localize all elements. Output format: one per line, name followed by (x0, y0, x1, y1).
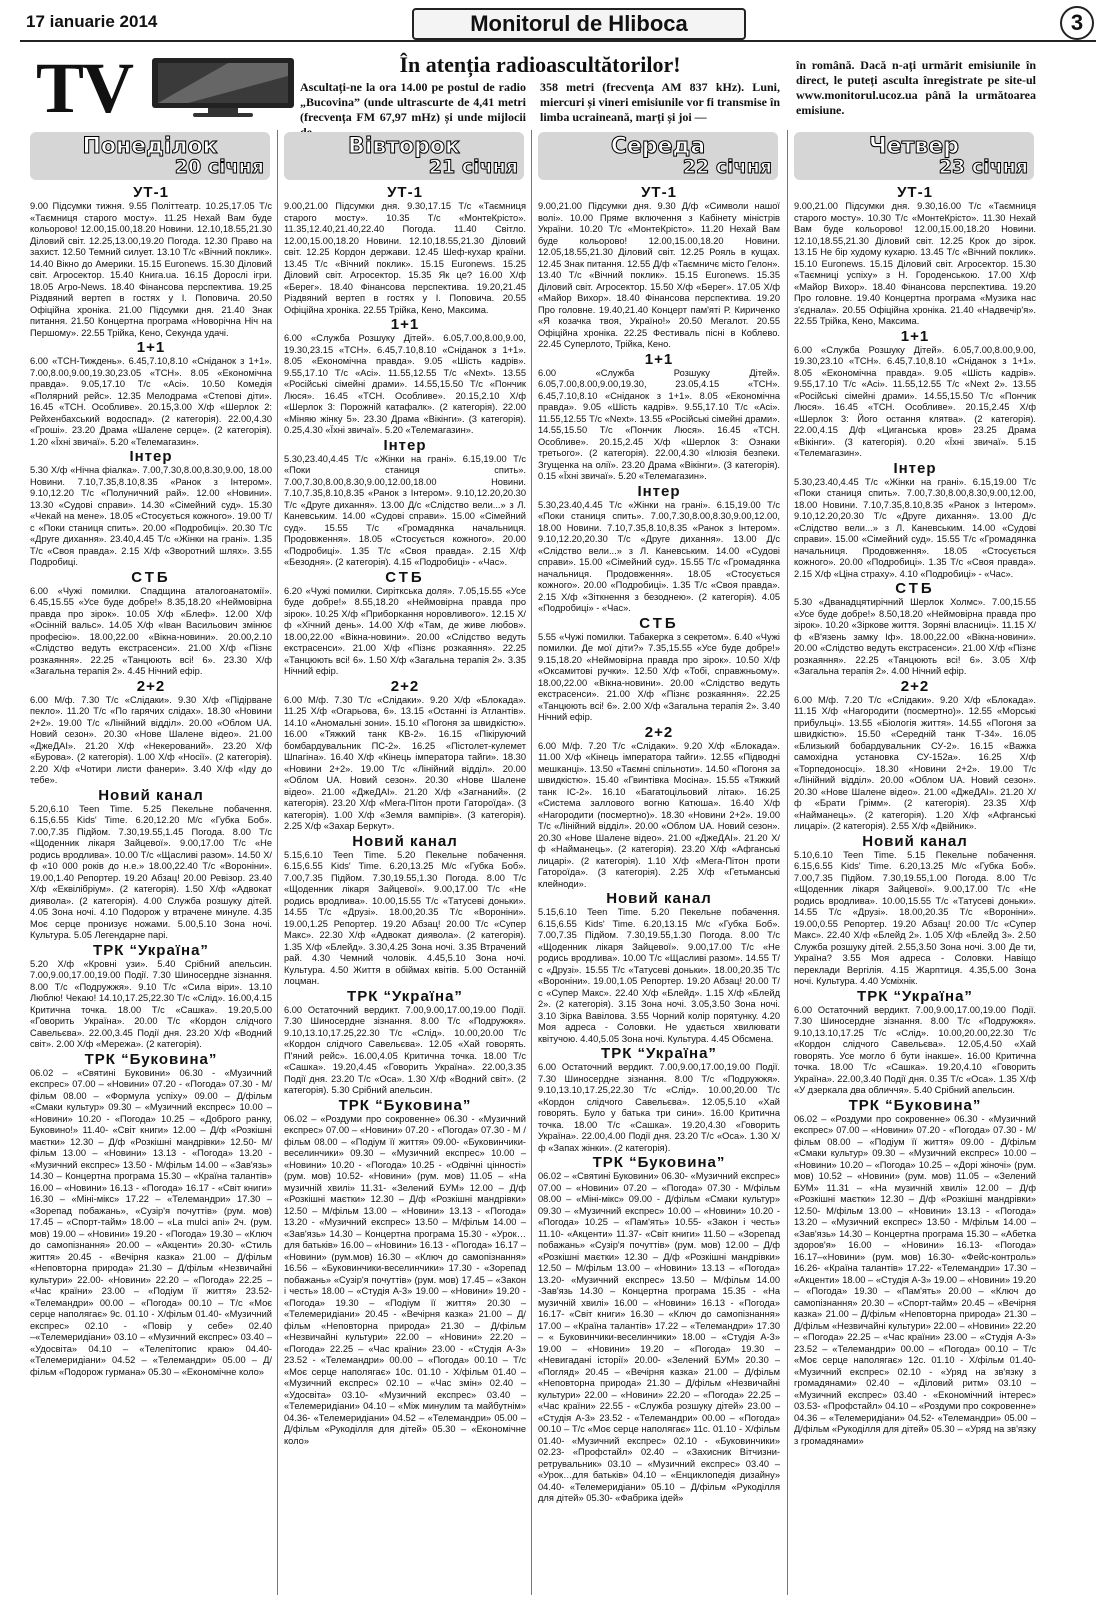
program-list: 6.00 Остаточний вердикт. 7.00,9.00,17.00,19.00 Події. 7.30 Шиносердне зізнання. 8.00 Т/с «Подружжя». 9.10,13.10,17.25,22.30 Т/с «Слід». 10.00,20.00 Т/с «Кордон слідчого Савельєва». 12.05,5.10 «Хай говорять. Було у батька три сини». 16.00 Критична точка. 18.00 Т/с «Сашка». 19.20,4.30 «Говорить Україна». 22.00,4.00 Події дня. 23.20 Т/с «Оса». 1.30 Х/ф «Запах жінки». (2 категорія). (538, 1062, 780, 1153)
program-list: 9.00,21.00 Підсумки дня. 9.30,16.00 Т/с «Таємниця старого мосту». 10.30 Т/с «МонтеКрісто». 11.30 Нехай Вам буде кольорово! 12.00,15.00,18.20 Новини. 12.10,18.55,21.30 Діловий світ. 12.25 Крок до зірок. 13.15 Не бір худому кухарю. 13.45 Т/с «Вічний поклик». 15.10 Euronews. 15.15 Діловий світ. Агросектор. 15.30 «Таємниці успіху» з Н. Городенською. 17.00 Х/ф «Майор Вихор». 18.40 Фінансова перспектива. 19.20 Про головне. 19.40 Концертна програма «Музика нас з'єднала». 20.55 Офіційна хроніка. 21.40 «Надвечір'я». 22.55 Трійка, Кено, Максима. (794, 201, 1036, 326)
channel-heading: СТБ (895, 580, 935, 597)
day-name: Четвер (868, 134, 960, 159)
program-list: 5.30,23.40,4.45 Т/с «Жінки на грані». 6.15,19.00 Т/с «Поки станиця спить». 7.00,7.30,8.00,8.30,9.00,12.00, 18.00 Новини. 7.10,7.35,8.10,8.35 «Ранок з Інтером». 9.10,12.20,20.30 Т/с «Друге дихання». 13.00 Д/с «Слідство вели...» з Л. Каневським. 14.00 «Судові справи». 15.00 «Сімейний суд». 15.55 Т/с «Громадянка начальниця. Продовження». 18.05 «Стосується кожного». 20.00 «Подробиці». 1.35 Т/с «Своя правда». 2.15 Х/ф «Ціна страху». 4.10 «Подробиці» - «Час». (794, 476, 1036, 579)
program-list: 5.15,6.10 Teen Time. 5.20 Пекельне побачення. 6.15,6.55 Kids' Time. 6.20,13.25 М/с «Губка Боб». 7.00,7.35 Підйом. 7.30,19.55,1.30 Погода. 8.00 Т/с «Щоденник лікаря Зайцевої». 9.00,17.00 Т/с «Не родись вродлива». 10.00,15.55 Т/с «Татусеві доньки». 14.55 Т/с «Друзі». 18.00,20.35 Т/с «Вороніни». 19.00,1.25 Репортер. 19.20 Абзац! 20.00 Т/с «Супер Макс». 22.30 Х/ф «Адвокат диявола». (2 категорія). 1.35 Х/ф «Блейд». 3.30,4.25 Зона ночі. 3.35 Втрачений рай. 4.30 Чемний чоловік. 4.45,5.10 Зона ночі. Культура. 4.50 Життя в обіймах квітів. 5.00 Останній лоцман. (284, 849, 526, 986)
channel-heading: Новий канал (98, 786, 204, 804)
schedule-column-thursday (794, 184, 1036, 1594)
program-list: 06.02 – «Роздуми про сокровенне» 06.30 - «Музичний експрес» 07.00 – «Новини» 07.20 - «Погода» 07.30 - М /фільм 08.00 – «Подіум її життя» 09.00- «Буковинчики-веселинчики» 09.30 – «Музичний експрес» 10.00 – «Новини» 10.20 - «Погода» 10.25 - «Одвічні цінності» (рум. мов) 10.52- «Новини» (рум. мов) 11.05 – «На музичній хвилі» 11.31- «Зелений БУМ» 12.00 – Д/ф «Розкішні маєтки» 12.30 – Д/ф «Розкішні мандрівки» 12.50 – М/фільм 13.00 – «Новини» 13.13 - «Погода» 13.20 - «Музичний експрес» 13.50 – М/фільм 14.00 – «Зав'язь» 14.30 – Концертна програма 15.30 - «Урок… для батьків» 16.00 – «Новини» 16.13 - «Погода» 16.17 – «Новини» (рум.мов) 16.30 – «Ключ до самопізнання» 16.56 – «Буковинчики-веселинчики» 17.30 - «Зорепад побажань» «Сузір'я почуттів» (рум. мов) 17.45 – «Закон і честь» 18.00 – «Студія А-3» 19.00 – «Новини» 19.20 - «Погода» 19.30 – «Подіум її життя» 20.30 – «Телемеридіани» 20.45 - «Вечірня казка» 21.00 – Д/фільм «Неповторна природа» 21.30 – Д/фільм «Незвичайні культури» 22.00 – «Новини» 22.20 – «Погода» 22.25 – «Час країни» 23.00 - «Студія А-3» 23.52 - «Телемандри» 00.00 – «Погода» 00.10 – Т/с «Моє серце наполягає» 10с. 01.10 - Х/фільм 01.40 – «Музичний експрес» 02.10 – «Час змін» 02.40 – «Удосвіта» 03.10- «Музичний експрес» 03.40 – «Телемеридіани» 04.10 – «Між минулим та майбутнім» 04.36- «Телемеридіани» 04.52 – «Телемандри» 05.00 – Д/фільм «Рукоділля для дітей» 05.30 – «Економічне коло» (284, 1113, 526, 1446)
channel-heading: 2+2 (644, 723, 674, 741)
day-date: 23 січня (938, 156, 1028, 178)
program-list: 5.30 Х/ф «Нічна фіалка». 7.00,7.30,8.00,8.30,9.00, 18.00 Новини. 7.10,7.35,8.10,8.35 «Ранок з Інтером». 9.10,12.20 Т/с «Полуничний рай». 12.00 «Новини». 13.30 «Судові справи». 14.30 «Сімейний суд». 15.30 «Чекай на мене». 18.05 «Стосується кожного». 19.00 Т/с «Поки станиця спить». 20.00 «Подробиці». 20.30 Т/с «Друге дихання». 23.40,4.45 Т/с «Жінки на грані». 1.35 Т/с «Своя правда». 2.15 Х/ф «Зворотний шлях». 3.55 Подробиці. (30, 465, 272, 567)
program-list: 9.00,21.00 Підсумки дня. 9.30 Д/ф «Символи нашої волі». 10.00 Пряме включення з Кабінету міністрів України. 10.20 Т/с «МонтеКрісто». 11.20 Нехай Вам буде кольорово! 12.00,15.00,18.20 Новини. 12.05,18.55,21.30 Діловий світ. 12.25 Рояль в кущах. 12.45 Знак питання. 12.55 Д/ф «Таємничє місто Гелон». 13.40 Т/с «Вічний поклик». 15.15 Euronews. 15.35 Діловий світ. Агросектор. 15.50 Х/ф «Берег». 17.05 Х/ф «Майор Вихор». 18.40 Фінансова перспектива. 19.20 Про головне. 19.40,21.40 Концерт пам'яті Р. Кириченко «Я козачка твоя, Україно!» 20.50 Мегалот. 20.55 Офіційна хроніка. 22.25 Фестиваль пісні в Коблево. 22.45 Суперлото, Трійка, Кено. (538, 201, 780, 349)
day-name: Вівторок (348, 134, 460, 159)
channel-heading: СТБ (131, 568, 171, 586)
schedule-column-wednesday (538, 184, 780, 1594)
program-list: 5.15,6.10 Teen Time. 5.20 Пекельне побачення. 6.15,6.55 Kids' Time. 6.20,13.15 М/с «Губка Боб». 7.00,7.35 Підйом. 7.30,19.55,1.30 Погода. 8.00 Т/с «Щоденник лікаря Зайцевої». 9.00,17.00 Т/с «Не родись вродлива». 10.00 Т/с «Щасливі разом». 14.55 Т/с «Друзі». 15.55 Т/с «Татусеві доньки». 18.00,20.35 Т/с «Вороніни». 19.00,1.05 Репортер. 19.20 Абзац! 20.00 Т/с «Супер Макс». 22.40 Х/ф «Блейд». 1.15 Х/ф «Блейд 2». (2 категорія). 3.15 Зона ночі. 3.05,3.50 Зона ночі. 3.10 Зірка Вавілова. 3.55 Чорний колір порятунку. 4.20 Моя адреса - Соловки. Не удається хвилювати квітучою. 4.40,5.05 Зона ночі. Культура. 4.45 Обсмена. (538, 907, 780, 1044)
channel-heading: Новий канал (352, 832, 458, 850)
channel-heading: УТ-1 (897, 184, 933, 201)
day-header-monday (30, 132, 270, 180)
channel-heading: 1+1 (644, 350, 674, 368)
program-list: 9.00,21.00 Підсумки дня. 9.30,17.15 Т/с «Таємниця старого мосту». 10.35 Т/с «МонтеКрісто». 11.35,12.40,21.40,22.40 Погода. 11.40 Світло. 12.00,15.00,18.20 Новини. 12.10,18.55,21.30 Діловий світ. 12.25 Кордон держави. 12.45 Шеф-кухар країни. 13.45 Т/с «Вічний поклик». 15.15 Euronews. 15.25 Діловий світ. Агросектор. 15.35 Як це? 16.00 Х/ф «Берег». 18.40 Фінансова перспектива. 19.20,21.45 Різдвяний вертеп в гостях у І. Поповича. 20.55 Офіційна хроніка. 22.55 Трійка, Кено, Максима. (284, 201, 526, 315)
channel-heading: СТБ (639, 614, 679, 632)
channel-heading: ТРК “Україна” (93, 941, 209, 959)
channel-heading: 2+2 (136, 677, 166, 695)
program-list: 6.00 М/ф. 7.20 Т/с «Слідаки». 9.20 Х/ф «Блокада». 11.00 Х/ф «Кінець імператора тайги». 12.55 «Підводні мешканці». 13.50 «Таємні спільноти». 14.50 «Погоня за швидкістю». 15.40 «Гвинтівка Мосіна». 15.55 «Тяжкий танк ІС-2». 16.10 «Багатоцільовий літак». 16.25 «Система заллового вогню Катюша». 16.40 Х/ф «Нагородити (посмертно)». 18.30 «Новини 2+2». 19.00 Т/с «Лінійний відділ». 20.00 «Облом UA. Новий сезон». 20.30 «Нове Шалене відео». 21.00 «ДжеДАІ». 21.20 Х/ф «Найманець». (2 категорія). 23.20 Х/ф «Афганські лицарі». (2 категорія). 1.10 Х/ф «Мега-Пітон проти Гатороїда». (3 категорія). 2.25 Х/ф «Гетьманські клейноди». (538, 740, 780, 889)
channel-heading: Новий канал (606, 890, 712, 907)
program-list: 06.02 – «Святині Буковини» 06.30 - «Музичний експрес» 07.00 – «Новини» 07.20 - «Погода» 07.30 - М/фільм 08.00 – «Формула успіху» 09.00 – Д/фільм «Смаки культур» 09.30 – «Музичний експрес» 10.00 – «Новини» 10.20 - «Погода» 10.25 – «Доброго ранку, Буковино!» 11.40- «Світ книги» 12.00 – Д/ф «Розкішні маєтки» 12.30 – Д/ф «Розкішні мандрівки» 12.50- М/фільм 13.00 – «Новини» 13.13 - «Погода» 13.20 - «Музичний експрес» 13.50 - М/фільм 14.00 – «Зав'язь» 14.30 – Концертна програма 15.30 – «Країна талантів» 16.00 – «Новини» 16.13 - «Погода» 16.17 - «Світ книги» 16.30 – «Міні-мікс» 17.22 – «Телемандри» 17.30 – «Зорепад побажань», «Сузір'я почуттів» (рум. мов) 17.45 – «Спорт-тайм» 18.00 – «La mulci ani» 2ч. (рум. мов) 19.00 – «Новини» 19.20 - «Погода» 19.30 – «Ключ до самопізнання» 20.00 – «Акценти» 20.30- «Стиль життя» 20.45 - «Вечірня казка» 21.00 – Д/фільм «Неповторна природа» 21.30 – Д/фільм «Незвичайні культури» 22.00- «Новини» 22.20 – «Погода» 22.25 – «Час країни» 23.00 – «Подіум її життя» 23.52- «Телемандри» 00.00 – «Погода» 00.10 – Т/с «Моє серце наполягає» 9с. 01.10 - Х/фільм 01.40- «Музичний експрес» 02.10 - «Повір у себе» 02.40 –«Телемеридіани» 03.10 – «Музичний експрес» 03.40 – «Удосвіта» 04.10 – «Телепітопис краю» 04.40- «Телемеридіани» 04.52 – «Телемандри» 05.00 – Д/фільм «Подорож гурмана» 05.30 – «Економічне коло» (30, 1067, 272, 1377)
day-header-tuesday (284, 132, 524, 180)
day-date: 21 січня (428, 156, 518, 178)
channel-heading: 1+1 (390, 316, 420, 333)
program-list: 5.30,23.40,4.45 Т/с «Жінки на грані». 6.15,19.00 Т/с «Поки станиця спить». 7.00,7.30,8.00,8.30,9.00,12.00, 18.00 Новини. 7.10,7.35,8.10,8.35 «Ранок з Інтером». 9.10,12.20,20.30 Т/с «Друге дихання». 13.00 Д/с «Слідство вели...» з Л. Каневським. 14.00 «Судові справи». 15.00 «Сімейний суд». 15.55 Т/с «Громадянка начальниця. Продовження». 18.05 «Стосується кожного». 20.00 «Подробиці». 1.35 Т/с «Своя правда». 2.15 Х/ф «Зіткнення з безоднею». (2 категорія). 4.05 «Подробиці» - «Час». (538, 499, 780, 613)
channel-heading: УТ-1 (387, 184, 423, 201)
day-header-thursday (794, 132, 1034, 180)
notice-text-2: 358 metri (frecvența AM 837 kHz). Luni, miercuri și vineri emisiunile vor fi transmise în limba ucraineană, marți și joi — (540, 80, 780, 124)
channel-heading: 1+1 (900, 327, 930, 345)
notice-text-1: Ascultați-ne la ora 14.00 pe postul de radio „Bucovina” (unde ultrascurte de 4,41 metri (frecvența FM 67,97 mHz) și unde mijlocii (300, 80, 526, 124)
day-header-wednesday (538, 132, 778, 180)
program-list: 6.00 «Служба Розшуку Дітей». 6.05,7.00,8.00,9.00, 19.30,23.10 «ТСН». 6.45,7.10,8.10 «Сніданок з 1+1». 8.05 «Економічна правда». 9.05 «Шість кадрів». 9.55,17.10 Т/с «Асі». 11.55,12.55 Т/с «Next 2». 13.55 «Російські сімейні драми». 14.55,15.50 Т/с «Пончик Люся». 16.45 «ТСН. Особливе». 20.15,2.45 Х/ф «Шерлок 3: Його остання клятва». (2 категорія). 22.00,4.15 Д/ф «Циганська кров» 23.25 Драма «Вікінги». (3 категорія). 0.20 «Їхні звичаї». 5.15 «Телемагазин». (794, 344, 1036, 458)
program-list: 5.55 «Чужі помилки. Табакерка з секретом». 6.40 «Чужі помилки. Де мої діти?» 7.35,15.55 «Усе буде добре!» 9.15,18.20 «Неймовірна правда про зірок». 10.50 Х/ф «Оксамитові ручки». 12.50 Х/ф «Тобі, справжньому». 18.00,22.00 «Вікна-новини». 20.00 «Слідство ведуть екстрасенси». 21.00 Х/ф «Пізнє розкаяння». 22.25 «Танцюють всі! 6». 2.00 Х/ф «Загальна терапія 2». 3.40 Нічний ефір. (538, 631, 780, 722)
program-list: 6.20 «Чужі помилки. Сиріткська доля». 7.05,15.55 «Усе буде добре!» 8.55,18.20 «Неймовірна правда про зірок». 10.25 Х/ф «Приборкання норовливого». 12.15 Х/ф «Хічний день». 14.00 Х/ф «Там, де живе любов». 18.00,22.00 «Вікна-новини». 20.00 «Слідство ведуть екстрасенси». 21.00 Х/ф «Пізнє розкаяння». 22.25 «Танцюють всі! 6». 1.50 Х/ф «Загальна терапія 2». 3.35 Нічний ефір. (284, 585, 526, 676)
day-date: 22 січня (682, 156, 772, 178)
page-header (20, 6, 1096, 42)
program-list: 6.00 «Чужі помилки. Спадщина аталогоанатомії». 6.45,15.55 «Усе буде добре!» 8.35,18.20 «Неймовірна правда про зірок». 10.05 Х/ф «Блеф». 12.00 Х/ф «Осінній вальс». 14.05 Х/ф «Іван Васильович змінює професію». 18.00,22.00 «Вікна-новини». 20.00,2.10 «Слідство ведуть екстрасенси». 21.00 Х/ф «Пізнє розкаяння». 22.25 «Танцюють всі! 6». 23.30 Х/ф «Загальна терапія 2». 4.45 Нічний ефір. (30, 585, 272, 676)
channel-heading: 2+2 (390, 677, 420, 695)
issue-date: 17 ianuarie 2014 (26, 12, 158, 31)
channel-heading: ТРК “Буковина” (338, 1096, 472, 1114)
channel-heading: ТРК “Буковина” (848, 1096, 982, 1114)
column-divider (787, 130, 788, 1595)
channel-heading: ТРК “Україна” (857, 987, 973, 1005)
program-list: 5.30 «Дванадцятирічний Шерлок Холмс». 7.00,15.55 «Усе буде добре!» 8.50,18.20 «Неймовірна правда про зірок». 10.20 «Зіркове життя. Зоряні власниці». 11.15 Х/ф «В'язень замку Іф». 18.00,22.00 «Вікна-новини». 20.00 «Слідство ведуть екстрасенси». 21.00 Х/ф «Пізнє розкаяння». 22.25 «Танцюють всі! 6». 3.05 Х/ф «Загальна терапія 2». 4.00 Нічний ефір. (794, 597, 1036, 676)
channel-heading: Інтер (383, 436, 427, 454)
program-list: 6.00 М/ф. 7.20 Т/с «Слідаки». 9.20 Х/ф «Блокада». 11.15 Х/ф «Нагородити (посмертно)». 12.55 «Морські прибульці». 13.55 «Біологія життя». 14.55 «Погоня за швидкістю». 15.50 «Середній танк Т-34». 16.05 «Близький бобардувальник СУ-2». 16.15 «Важка самохідна установка СУ-152а». 16.25 Х/ф «Торпедоносці». 18.30 «Новини 2+2». 19.00 Т/с «Лінійний відділ». 20.00 «Облом UA. Новий сезон». 20.30 «Нове Шалене відео». 21.00 «ДжеДАІ». 21.20 Х/ф «Брати Грімм». (2 категорія). 23.35 Х/ф «Найманець». (2 категорія). 1.20 Х/ф «Афганські лицарі». (2 категорія). 2.55 Х/ф «Двійник». (794, 694, 1036, 831)
channel-heading: 1+1 (136, 339, 166, 356)
channel-heading: Інтер (129, 448, 173, 465)
program-list: 6.00 «Служба Розшуку Дітей». 6.05,7.00,8.00,9.00,19.30, 23.05,4.15 «ТСН». 6.45,7.10,8.10 «Сніданок з 1+1». 8.05 «Економічна правда». 9.05 «Шість кадрів». 9.55,17.10 Т/с «Асі». 11.55,12.55 Т/с «Next». 13.55 «Російські сімейні драми». 14.55,15.50 Т/с «Пончик Люся». 16.45 «ТСН. Особливе». 20.15,2.45 Х/ф «Шерлок 3: Ознаки третього». (2 категорія). 22.00,4.30 «Ілюзія безпеки. Згущенка на олії». 23.20 Драма «Вікінги». (3 категорія). 0.15 «Їхні звичаї». 5.20 «Телемагазин». (538, 367, 780, 481)
day-name: Понеділок (82, 134, 218, 159)
channel-heading: ТРК “Буковина” (84, 1050, 218, 1068)
schedule-column-tuesday (284, 184, 526, 1594)
channel-heading: СТБ (385, 568, 425, 586)
tv-set-icon (148, 56, 298, 120)
tv-logo: TV (36, 48, 133, 128)
program-list: 6.00 «ТСН-Тиждень». 6.45,7.10,8.10 «Сніданок з 1+1». 7.00,8.00,9.00,19.30,23.05 «ТСН». 8.05 «Економічна правда». 9.05,17.10 Т/с «Асі». 10.50 Комедія «Полярний рейс». 12.35 Мелодрама «Степові діти». 16.45 «ТСН. Особливе». 20.15,3.00 Х/ф «Шерлок 2: Рейхенбахський водоспад». (2 категорія). 22.00,4.30 «Гроші». 23.20 Драма «Шалене серце». (2 категорія). 1.20 «Їхні звичаї». 5.20 «Телемагазин». (30, 356, 272, 447)
day-name: Середа (610, 134, 706, 159)
page-number: 3 (1060, 6, 1094, 40)
program-list: 9.00 Підсумки тижня. 9.55 Політтеатр. 10.25,17.05 Т/с «Таємниця старого мосту». 11.25 Нехай Вам буде кольорово! 12.00,15.00,18.20 Новини. 12.10,18.55,21.30 Діловий світ. 12.25,13.00,19.20 Погода. 12.30 Право на захист. 12.50 Темний силует. 13.10 Т/с «Вічний поклик». 14.40 Вікно до Америки. 15.15 Euronews. 15.30 Діловий світ. Агросектор. 15.40 Книга.ua. 16.15 Дорослі ігри. 18.05 Агро-News. 18.40 Фінансова перспектива. 19.25 Різдвяний вертеп в гостях у І. Поповича. 20.50 Офіційна хроніка. 21.00 Підсумки дня. 21.40 Знак питання. 21.50 Концертна програма «Новорічна Ніч на Першому». 22.55 Трійка, Кено, Секунда удачі. (30, 201, 272, 338)
program-list: 5.20 Х/ф «Кровні узи». 5.40 Срібний апельсин. 7.00,9.00,17.00,19.00 Події. 7.30 Шиносердне зізнання. 8.00 Т/с «Подружжя». 9.10 Т/с «Сила віри». 13.10 Люблю! Чекаю! 14.10,17.25,22.30 Т/с «Слід». 16.00,4.15 Критична точка. 18.00 Т/с «Сашка». 19.20,5.00 «Говорить Україна». 20.00 Т/с «Кордон слідчого Савельєва». 22.00,3.45 Події дня. 23.20 Х/ф «Водний світ». 2.00 Х/ф «Мережа». (2 категорія). (30, 958, 272, 1049)
channel-heading: 2+2 (900, 677, 930, 695)
channel-heading: ТРК “Україна” (601, 1045, 717, 1062)
channel-heading: Інтер (637, 482, 681, 500)
day-date: 20 січня (174, 156, 264, 178)
channel-heading: Інтер (893, 459, 937, 477)
program-list: 6.00 Остаточний вердикт. 7.00,9.00,17.00,19.00 Події. 7.30 Шиносердне зізнання. 8.00 Т/с «Подружжя». 9.10,13.10,17.25,22.30 Т/с «Слід». 10.00,20.00 Т/с «Кордон слідчого Савельєва». 12.05 «Хай говорять. П'яний рейс». 16.00,4.05 Критична точка. 18.00 Т/с «Сашка». 19.20,4.45 «Говорить Україна». 22.00,3.35 Події дня. 23.20 Т/с «Оса». 1.30 Х/ф «Водний світ». (2 категорія). 5.30 Срібний апельсин. (284, 1004, 526, 1095)
notice-text-3: în română. Dacă n-ați urmărit emisiunile în direct, le puteți asculta înregistrate pe site-ul www.monitorul.ucoz.ua până la următoarea emisiune. (796, 58, 1036, 117)
program-list: 6.00 «Служба Розшуку Дітей». 6.05,7.00,8.00,9.00, 19.30,23.15 «ТСН». 6.45,7.10,8.10 «Сніданок з 1+1». 8.05 «Економічна правда». 9.05 «Шість кадрів». 9.55,17.10 Т/с «Асі». 11.55,12.55 Т/с «Next». 13.55 «Російські сімейні драми». 14.55,15.50 Т/с «Пончик Люся». 16.45 «ТСН. Особливе». 20.15,2.10 Х/ф «Шерлок 3: Порожній катафалк». (2 категорія). 22.00 «Міняю жінку 5». 23.30 Драма «Вікінги». (3 категорія). 0.25,4.30 «Їхні звичаї». 5.20 «Телемагазин». (284, 333, 526, 435)
channel-heading: УТ-1 (133, 184, 169, 201)
notice-title: În atenția radioascultătorilor! (399, 52, 681, 77)
program-list: 6.00 М/ф. 7.30 Т/с «Слідаки». 9.30 Х/ф «Підірване пекло». 11.20 Т/с «По гарячих слідах». 18.30 «Новини 2+2». 19.00 Т/с «Лінійний відділ». 20.00 «Облом UA. Новий сезон». 20.30 «Нове Шалене відео». 21.00 «ДжеДАІ». 21.20 Х/ф «Некерований». 23.20 Х/ф «Бурова». (2 категорія). 1.00 Х/ф «Носії». (2 категорія). 2.20 Х/ф «Чотири листи фанери». 3.40 Х/ф «Іду до тебе». (30, 694, 272, 785)
program-list: 06.02 – «Святині Буковини» 06.30- «Музичний експрес» 07.00 – «Новини» 07.20 – «Погода» 07.30 - М/фільм 08.00 – «Міні-мікс» 09.00 - Д/фільм «Смаки культур» 09.30 – «Музичний експрес» 10.00 – «Новини» 10.20 - «Погода» 10.25 – «Пам'ять» 10.55- «Закон і честь» 11.10- «Акценти» 11.37- «Світ книги» 11.50 – «Зорепад побажань» «Сузір'я почуттів» (рум. мов) 12.00 – Д/ф «Розкішні маєтки» 12.30 – Д/ф «Розкішні мандрівки» 12.50 – М/фільм 13.00 – «Новини» 13.13 – «Погода» 13.20- «Музичний експрес» 13.50 – М/фільм 14.00 -Зав'язь 14.30 – Концертна програма 15.35 - «На музичній хвилі» 16.00 – «Новини» 16.13 - «Погода» 16.17- «Світ книги» 16.30 – «Ключ до самопізнання» 17.00 – «Країна талантів» 17.22 – «Телемандри» 17.30 – « Буковинчики-веселинчики» 18.00 – «Студія А-3» 19.00 – «Новини» 19.20 – «Погода» 19.30 – «Невигадані історії» 20.00- «Зелений БУМ» 20.30 – «Погляд» 20.45 – «Вечірня казка» 21.00 – Д/фільм «Неповторна природа» 21.30 – Д/фільм «Незвичайні культури» 22.00 – «Новини» 22.20 – «Погода» 22.25 – «Час країни» 22.55 - «Служба розшуку дітей» 23.00 – «Студія А-3» 23.52 - «Телемандри» 00.00 – «Погода» 00.10 – Т/с «Моє серце наполягає» 11с. 01.10 - Х/фільм 01.40- «Музичний експрес» 02.10 - «Буковинчики» 02.23- «Профстайл» 02.40 – «Захисник Вітчизни-ретрувальник» 03.10 – «Музичний експрес» 03.40 – «Урок…для батьків» 04.10 – «Енциклопедія дизайну» 04.40- «Телемеридіани» 05.10 – Д/фільм «Рукоділля для дітей» 05.30- «Фабрика ідей» (538, 1171, 780, 1503)
program-list: 06.02 – «Роздуми про сокровенне» 06.30 - «Музичний експрес» 07.00 – «Новини» 07.20 - «Погода» 07.30 - М/фільм 08.00 – «Подіум її життя» 09.00 - Д/фільм «Смаки культур» 09.30 – «Музичний експрес» 10.00 – «Новини» 10.20 – «Погода» 10.25 – «Дорі жіночі» (рум. мов) 10.52 – «Новини» (рум. мов) 11.05 – «Зелений БУМ» 11.31 – «На музичній хвилі» 12.00 – Д/ф «Розкішні маєтки» 12.30 – Д/ф «Розкішні мандрівки» 12.50- М/фільм 13.00 – «Новини» 13.13 - «Погода» 13.20 – «Музичний експрес» 13.50 - М/фільм 14.00 – «Зав'язь» 14.30 – Концертна програма 15.30 – «Абетка здоров'я» 16.00 – «Новини» 16.13- «Погода» 16.17–«Новини» (рум. мов) 16.30- «Фейс-контроль» 16.26- «Країна талантів» 17.22- «Телемандри» 17.30 – «Акценти» 18.00 – «Студія А-3» 19.00 – «Новини» 19.20 – «Погода» 19.30 – «Пам'ять» 20.00 – «Ключ до самопізнання» 20.30 – «Спорт-тайм» 20.45 – «Вечірня казка» 21.00 – Д/фільм «Неповторна природа» 21.30 – Д/фільм «Незвичайні культури» 22.00 – «Новини» 22.20 – «Погода» 22.25 – «Час країни» 23.00 – «Студія А-3» 23.52 – «Телемандри» 00.00 – «Погода» 00.10 – Т/с «Моє серце наполягає» 12с. 01.10 - Х/фільм 01.40- «Музичний експрес» 02.10 - «Уряд на зв'язку з громадянами» 02.40 – «Діловий ритм» 03.10 – «Музичний експрес» 03.40 - «Економічний інтерес» 03.53- «Профстайл» 04.10 – «Роздуми про сокровенне» 04.36 – «Телемеридіани» 04.52- «Телемандри» 05.00 – Д/фільм «Рукоділля для дітей» 05.30 – «Уряд на зв'язку з громадянами» (794, 1113, 1036, 1446)
column-divider (531, 130, 532, 1595)
program-list: 5.20,6.10 Teen Time. 5.25 Пекельне побачення. 6.15,6.55 Kids' Time. 6.20,12.20 М/с «Губка Боб». 7.00,7.35 Підйом. 7.30,19.55,1.45 Погода. 8.00 Т/с «Щоденник лікаря Зайцевої». 9.00,17.00 Т/с «Не родись вродлива». 10.00 Т/с «Щасливі разом». 14.50 Х/ф «10 000 років до н.е.» 18.00,22.40 Т/с «Вороніни». 19.00,1.40 Репортер. 19.20 Абзац! 20.00 Ревізор. 23.40 Х/ф «Еквілібріум». (2 категорія). 1.50 Х/ф «Адвокат диявола». (2 категорія). 4.00 Служба розшуку дітей. 4.05 Зона ночі. 4.10 Подорож у втрачене минуле. 4.35 Моє серце пронизує ножами. 5.00,5.10 Зона ночі. Культура. 5.05 Легендарне парі. (30, 803, 272, 940)
channel-heading: УТ-1 (641, 184, 677, 201)
schedule-column-monday (30, 184, 272, 1594)
channel-heading: ТРК “Буковина” (592, 1154, 726, 1171)
program-list: 5.30,23.40,4.45 Т/с «Жінки на грані». 6.15,19.00 Т/с «Поки станиця спить». 7.00,7.30,8.00,8.30,9.00,12.00,18.00 Новини. 7.10,7.35,8.10,8.35 «Ранок з Інтером». 9.10,12.20,20.30 Т/с «Друге дихання». 13.00 Д/с «Слідство вели...» з Л. Каневським. 14.00 «Судові справи». 15.00 «Сімейний суд». 15.55 Т/с «Громадянка начальниця. Продовження». 18.05 «Стосується кожного». 20.00 «Подробиці». 1.35 Т/с «Своя правда». 2.15 Х/ф «Безодня». (2 категорія). 4.15 «Подробиці» - «Час». (284, 453, 526, 567)
channel-heading: ТРК “Україна” (347, 987, 463, 1005)
program-list: 6.00 М/ф. 7.30 Т/с «Слідаки». 9.20 Х/ф «Блокада». 11.25 Х/ф «Огарьова, 6». 13.15 «Останні із Атлантів». 14.10 «Аномальні зони». 15.10 «Погоня за швидкістю». 16.00 «Тяжкий танк КВ-2». 16.15 «Пікіруючий бомбардувальник ПС-2». 16.25 «Пістолет-кулемет Шпагіна». 16.40 Х/ф «Кінець імператора тайги». 18.30 «Новини 2+2». 19.00 Т/с «Лінійний відділ». 20.00 «Облом UA. Новий сезон». 20.30 «Нове Шалене відео». 21.00 «ДжеДАІ». 21.20 Х/ф «Загнаний». (2 категорія). 23.20 Х/ф «Мега-Пітон проти Гатороїда». (3 категорія). 1.00 Х/ф «Земля вампірів». (3 категорія). 2.25 Х/ф «Захар Беркут». (284, 694, 526, 831)
program-list: 6.00 Остаточний вердикт. 7.00,9.00,17.00,19.00 Події. 7.30 Шиносердне зізнання. 8.00 Т/с «Подружжя». 9.10,13.10,17.25 Т/с «Слід». 10.00,20.00,22.30 Т/с «Кордон слідчого Савельєва». 12.05,4.50 «Хай говорять. Усе могло б бути інакше». 16.00 Критична точка. 18.00 Т/с «Сашка». 19.20,4.10 «Говорить Україна». 22.00,3.40 Події дня. 0.35 Т/с «Оса». 1.35 Х/ф «У дзеркала два обличчя». 5.40 Срібний апельсин. (794, 1004, 1036, 1095)
program-list: 5.10,6.10 Teen Time. 5.15 Пекельне побачення. 6.15,6.55 Kids' Time. 6.20,13.25 М/с «Губка Боб». 7.00,7.35 Підйом. 7.30,19.55,1.00 Погода. 8.00 Т/с «Щоденник лікаря Зайцевої». 9.00,17.00 Т/с «Не родись вродлива». 10.00,15.55 Т/с «Татусеві доньки». 14.55 Т/с «Друзі». 18.00,20.35 Т/с «Вороніни». 19.00,0.55 Репортер. 19.20 Абзац! 20.00 Т/с «Супер Макс». 22.40 Х/ф «Блейд 2». 1.05 Х/ф «Блейд 3». 2.50 Служба розшуку дітей. 2.55,3.50 Зона ночі. 3.00 Де ти, Україна? 3.55 Моя адреса - Соловки. Навіщо переклади Вергілія. 4.15 Жарптиця. 4.35,5.00 Зона ночі. Культура. 4.40 Усміхнік. (794, 849, 1036, 986)
newspaper-title: Monitorul de Hliboca (412, 8, 746, 40)
channel-heading: Новий канал (862, 832, 968, 850)
column-divider (277, 130, 278, 1595)
